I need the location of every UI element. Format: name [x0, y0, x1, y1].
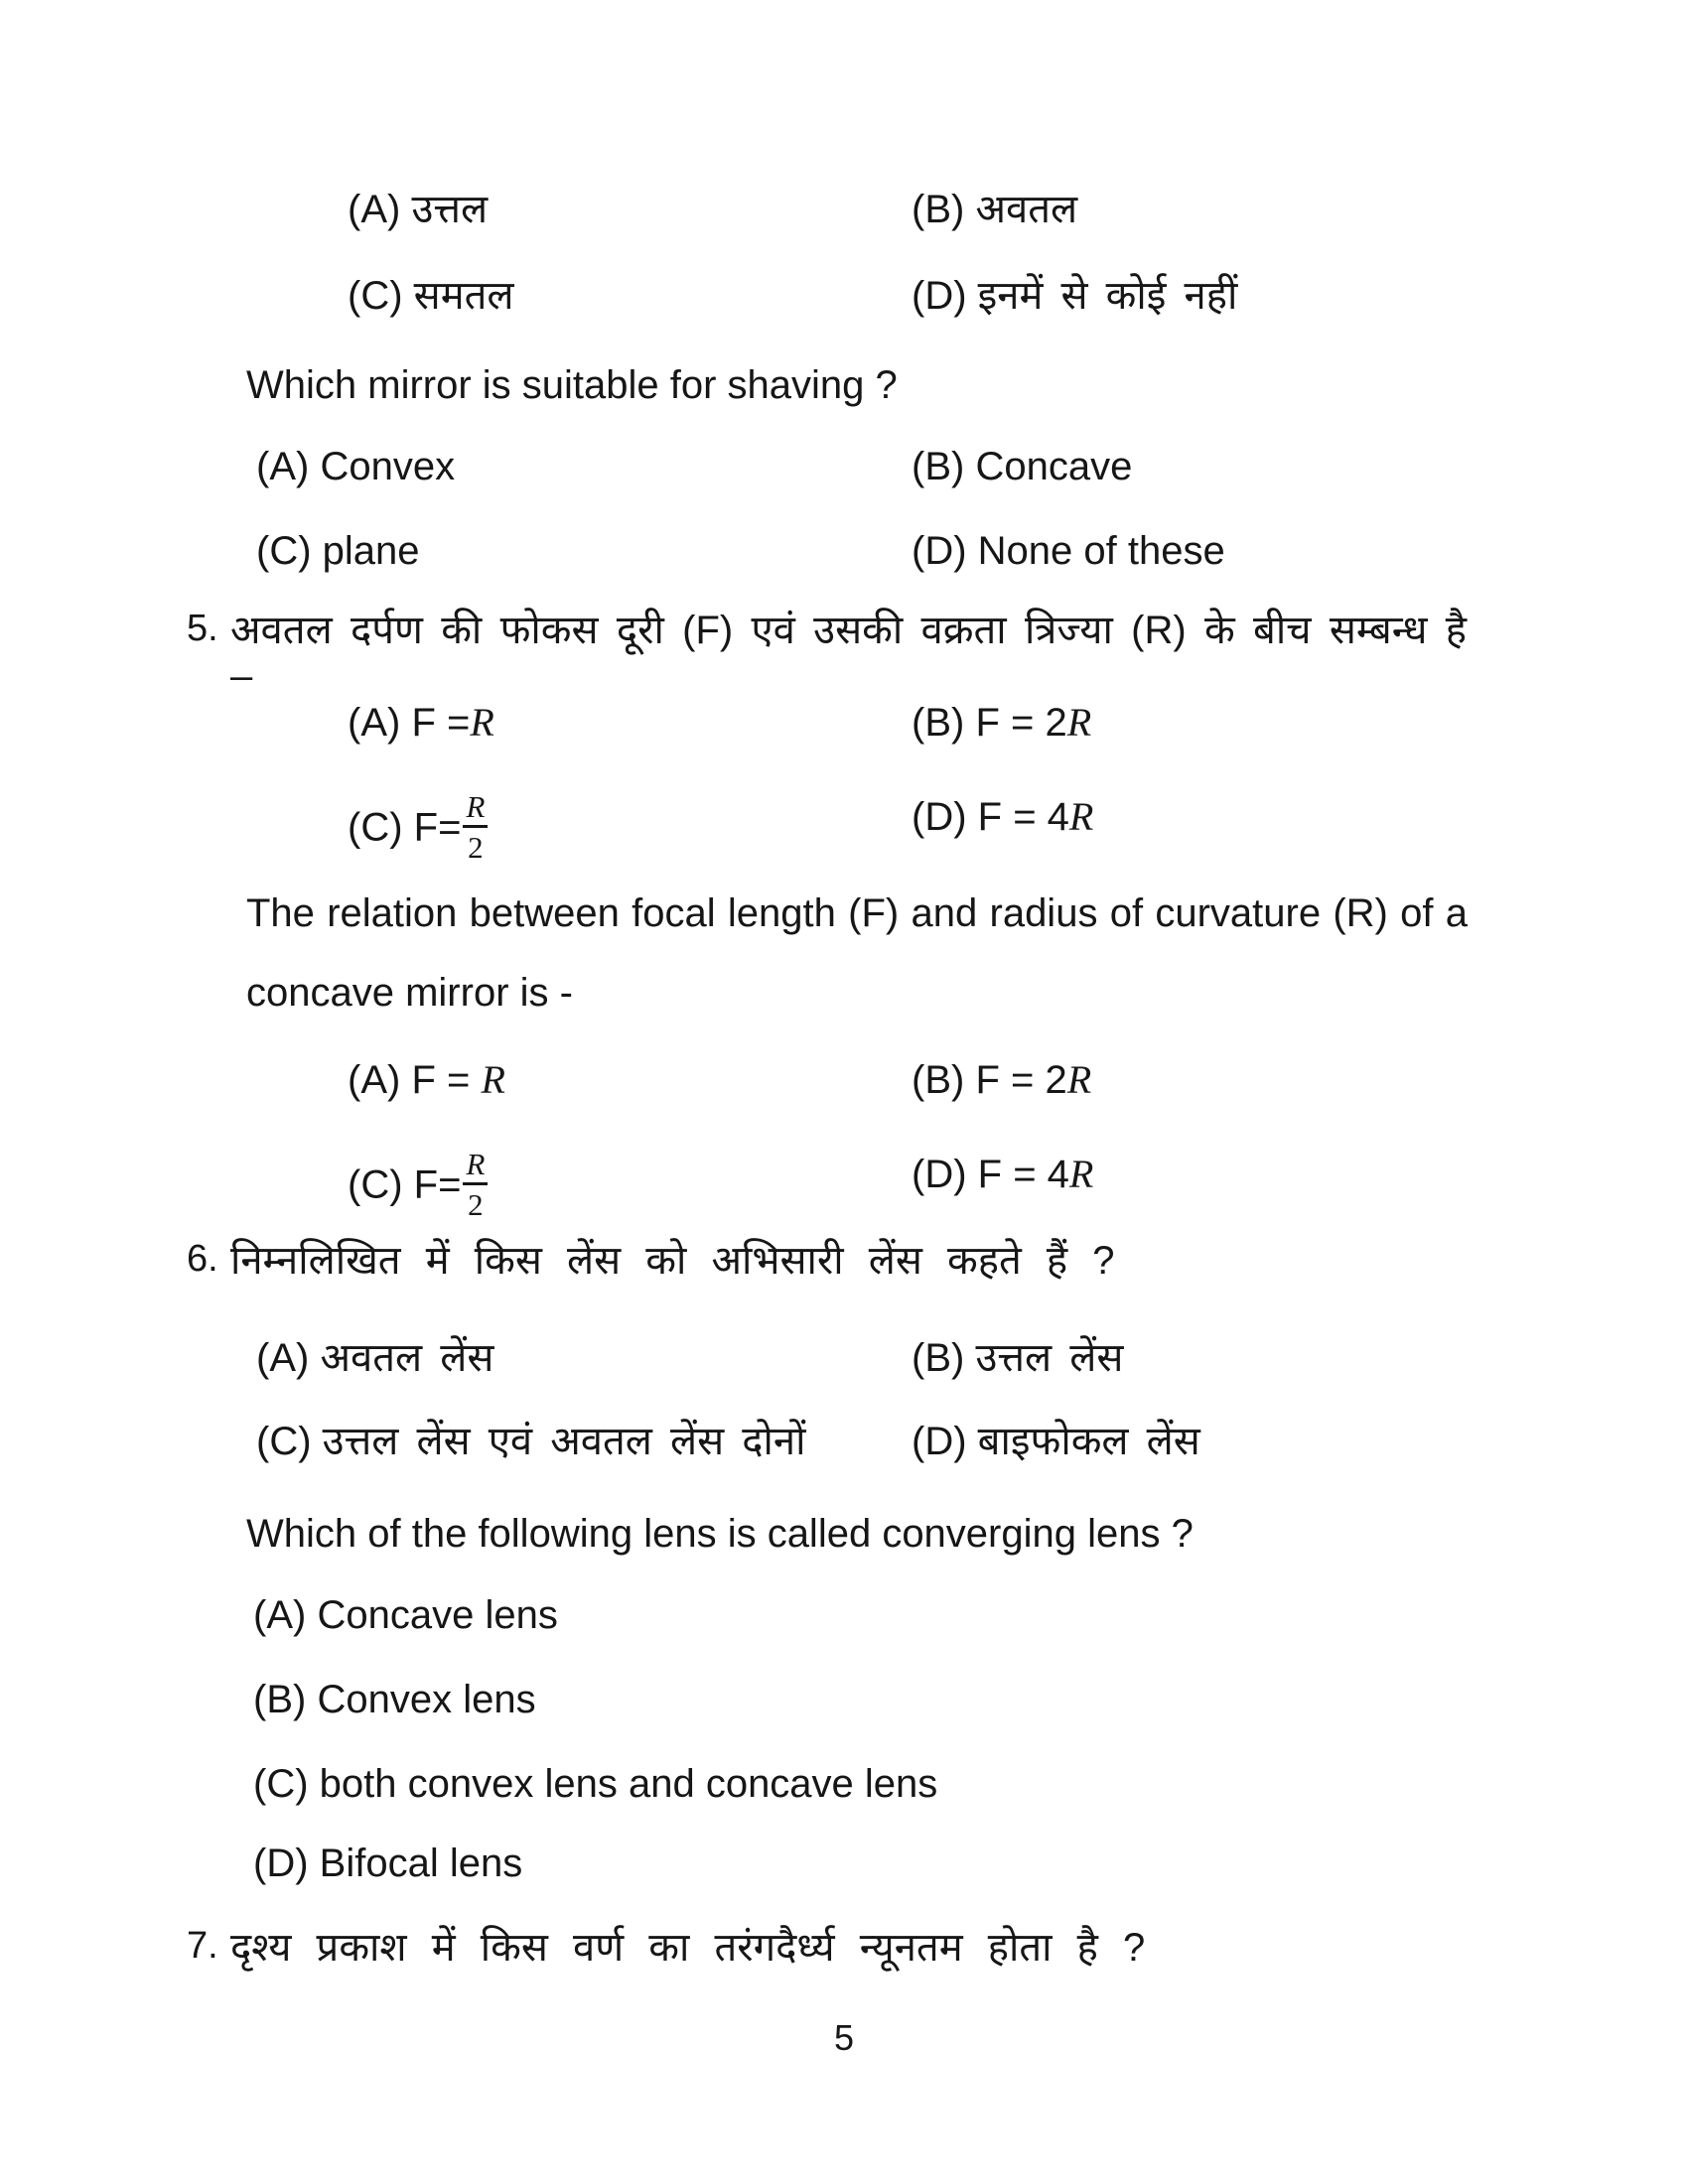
prev-option-c-english	[256, 528, 420, 574]
formula-prefix: F =	[411, 701, 471, 745]
option-label: (D)	[912, 1153, 967, 1196]
option-label: (B)	[912, 1336, 965, 1380]
page-number: 5	[833, 2017, 855, 2058]
q6-option-a-english	[253, 1592, 558, 1638]
q5-option-a-hindi	[348, 700, 494, 746]
option-text: Concave lens	[317, 1593, 558, 1637]
option-label: (C)	[348, 274, 403, 318]
option-label: (C)	[348, 1162, 403, 1207]
option-text: अवतल	[975, 188, 1078, 231]
formula-prefix: F=	[413, 1162, 462, 1207]
option-text: Bifocal lens	[319, 1842, 523, 1885]
fraction-numerator: R	[463, 1149, 488, 1185]
option-label: (A)	[348, 701, 401, 745]
prev-option-a-hindi	[348, 187, 488, 232]
q5-option-d-hindi	[912, 794, 1093, 840]
question-6-text-hindi: निम्नलिखित में किस लेंस को अभिसारी लेंस कहते हैं ?	[230, 1239, 1115, 1283]
formula-prefix: F = 4	[977, 1153, 1069, 1196]
q6-option-b-hindi	[912, 1335, 1123, 1381]
q5-option-b-hindi	[912, 700, 1091, 746]
option-label: (B)	[253, 1678, 307, 1721]
option-label: (C)	[256, 1420, 312, 1463]
q6-option-d-english	[253, 1841, 522, 1886]
option-label: (B)	[912, 445, 965, 488]
formula-variable: R	[1068, 1152, 1094, 1196]
question-6-text-english: Which of the following lens is called converging lens ?	[246, 1512, 1194, 1556]
formula-variable: R	[1066, 1057, 1092, 1102]
formula-prefix: F = 4	[977, 795, 1069, 839]
formula-prefix: F = 2	[975, 701, 1067, 745]
option-text: Convex lens	[317, 1678, 536, 1721]
prev-option-d-hindi	[912, 273, 1237, 319]
q6-option-b-english	[253, 1677, 536, 1722]
fraction-denominator: 2	[468, 1187, 484, 1222]
question-5-text-hindi: अवतल दर्पण की फोकस दूरी (F) एवं उसकी वक्रता त्रिज्या (R) के बीच सम्बन्ध है –	[230, 609, 1467, 698]
option-text: उत्तल	[411, 188, 489, 231]
option-text: इनमें से कोई नहीं	[977, 274, 1238, 318]
option-text: Concave	[975, 445, 1133, 488]
option-label: (D)	[912, 529, 967, 573]
q5-option-c-english	[348, 1147, 488, 1223]
option-label: (C)	[348, 805, 403, 850]
option-label: (B)	[912, 1058, 965, 1102]
option-text: बाइफोकल लेंस	[977, 1420, 1200, 1463]
option-label: (C)	[256, 529, 312, 573]
option-text: उत्तल लेंस	[975, 1336, 1124, 1380]
q5-option-a-english	[348, 1057, 505, 1103]
option-label: (A)	[256, 1336, 310, 1380]
option-label: (A)	[348, 1058, 401, 1102]
formula-variable: R	[481, 1057, 505, 1102]
option-text: plane	[322, 529, 420, 573]
prev-option-c-hindi	[348, 273, 514, 319]
question-5-text-english-line-1: The relation between focal length (F) and radius of curvature (R) of a	[246, 891, 1468, 935]
prev-option-d-english	[912, 528, 1225, 574]
option-text: None of these	[977, 529, 1225, 573]
q6-option-c-english	[253, 1761, 937, 1807]
q5-option-d-english	[912, 1152, 1093, 1197]
formula-prefix: F=	[413, 805, 462, 850]
prev-option-b-hindi	[912, 187, 1077, 232]
option-label: (D)	[912, 795, 967, 839]
question-5-number: 5.	[187, 608, 218, 649]
option-text: समतल	[413, 274, 514, 318]
option-label: (D)	[912, 1420, 967, 1463]
formula-variable: R	[1066, 700, 1092, 745]
question-7-text-hindi: दृश्य प्रकाश में किस वर्ण का तरंगदैर्ध्य न्यूनतम होता है ?	[230, 1926, 1146, 1970]
formula-prefix: F = 2	[975, 1058, 1067, 1102]
option-text: both convex lens and concave lens	[319, 1762, 938, 1806]
prev-question-text-english: Which mirror is suitable for shaving ?	[246, 363, 898, 407]
option-label: (D)	[253, 1842, 309, 1885]
formula-variable: R	[1068, 794, 1094, 839]
option-text: उत्तल लेंस एवं अवतल लेंस दोनों	[322, 1420, 806, 1463]
fraction	[463, 1149, 488, 1220]
fraction	[463, 791, 488, 863]
question-5-text-english-line-2: concave mirror is -	[246, 971, 573, 1015]
option-text: अवतल लेंस	[320, 1336, 494, 1380]
option-label: (B)	[912, 188, 965, 231]
option-label: (A)	[253, 1593, 307, 1637]
q6-option-a-hindi	[256, 1335, 493, 1381]
option-label: (A)	[256, 445, 310, 488]
q6-option-d-hindi	[912, 1419, 1200, 1464]
fraction-numerator: R	[463, 791, 488, 828]
fraction-denominator: 2	[468, 830, 484, 865]
formula-variable: R	[470, 700, 494, 745]
question-7-number: 7.	[187, 1925, 218, 1967]
q5-option-c-hindi	[348, 789, 488, 866]
formula-prefix: F =	[411, 1058, 482, 1102]
option-label: (B)	[912, 701, 965, 745]
option-label: (A)	[348, 188, 401, 231]
option-label: (C)	[253, 1762, 309, 1806]
question-6-number: 6.	[187, 1238, 218, 1280]
prev-option-b-english	[912, 444, 1132, 489]
q5-option-b-english	[912, 1057, 1091, 1103]
option-label: (D)	[912, 274, 967, 318]
q6-option-c-hindi	[256, 1419, 805, 1464]
option-text: Convex	[320, 445, 456, 488]
prev-option-a-english	[256, 444, 455, 489]
